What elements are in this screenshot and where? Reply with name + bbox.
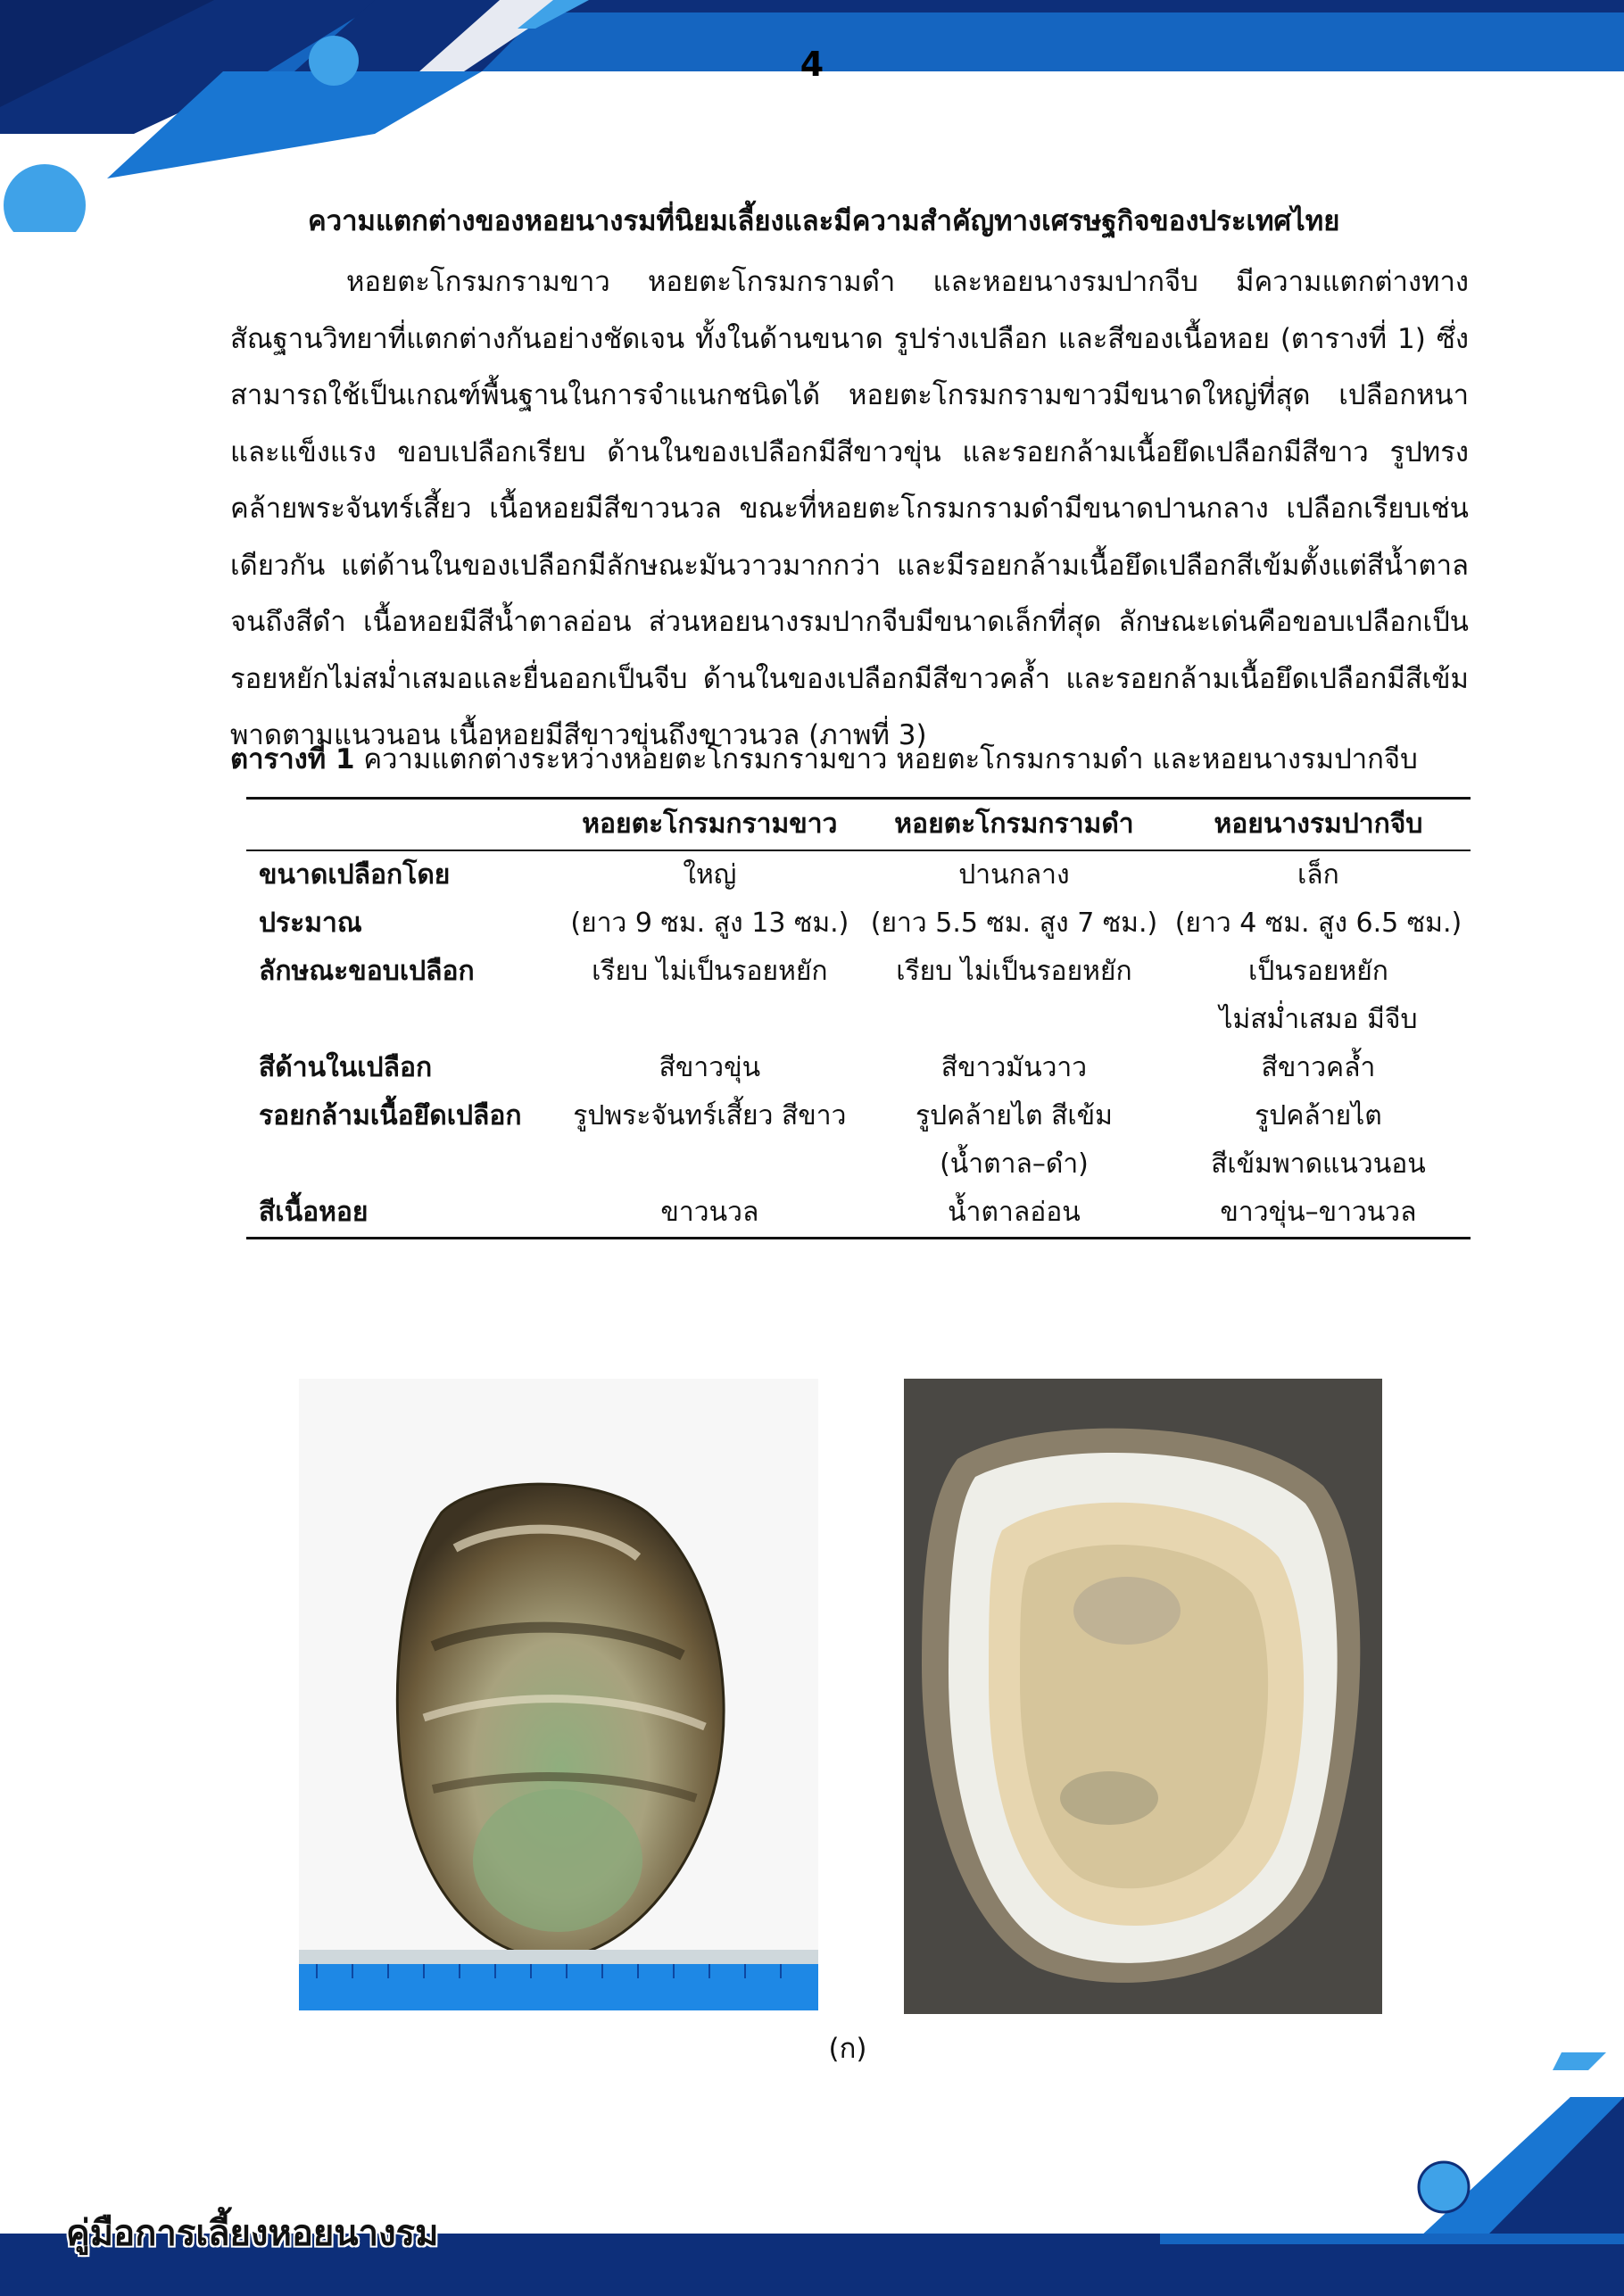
table-cell: เรียบ ไม่เป็นรอยหยัก bbox=[896, 956, 1132, 987]
table-cell: เป็นรอยหยัก ไม่สม่ำเสมอ มีจีบ bbox=[1219, 956, 1418, 1035]
table-row bbox=[246, 1092, 1471, 1189]
table-cell: เรียบ ไม่เป็นรอยหยัก bbox=[592, 956, 828, 987]
table-cell: น้ำตาลอ่อน bbox=[862, 1189, 1166, 1239]
table-cell: ขาวขุ่น–ขาวนวล bbox=[1166, 1189, 1471, 1239]
page-number: 4 bbox=[800, 45, 824, 84]
table-cell: รูปพระจันทร์เสี้ยว สีขาว bbox=[573, 1100, 847, 1131]
table-header-cell: หอยตะโกรมกรามดำ bbox=[862, 799, 1166, 851]
body-paragraph: หอยตะโกรมกรามขาว หอยตะโกรมกรามดำ และหอยนางรมปากจีบ มีความแตกต่างทางสัณฐานวิทยาที่แตกต่างกันอย่างชัดเจน ทั้งในด้านขนาด รูปร่างเปลือก และสีของเนื้อหอย (ตารางที่ 1) ซึ่งสามารถใช้เป็นเกณฑ์พื้นฐานในการจำแนกชนิดได้ หอยตะโกรมกรามขาวมีขนาดใหญ่ที่สุด เปลือกหนาและแข็งแรง ขอบเปลือกเรียบ ด้านในของเปลือกมีสีขาวขุ่น และรอยกล้ามเนื้อยึดเปลือกมีสีขาว รูปทรงคล้ายพระจันทร์เสี้ยว เนื้อหอยมีสีขาวนวล ขณะที่หอยตะโกรมกรามดำมีขนาดปานกลาง เปลือกเรียบเช่นเดียวกัน แต่ด้านในของเปลือกมีลักษณะมันวาวมากกว่า และมีรอยกล้ามเนื้อยึดเปลือกสีเข้มตั้งแต่สีน้ำตาลจนถึงสีดำ เนื้อหอยมีสีน้ำตาลอ่อน ส่วนหอยนางรมปากจีบมีขนาดเล็กที่สุด ลักษณะเด่นคือขอบเปลือกเป็นรอยหยักไม่สม่ำเสมอและยื่นออกเป็นจีบ ด้านในของเปลือกมีสีขาวคล้ำ และรอยกล้ามเนื้อยึดเปลือกมีสีเข้มพาดตามแนวนอน เนื้อหอยมีสีขาวขุ่นถึงขาวนวล (ภาพที่ 3) bbox=[230, 266, 1469, 751]
header-banner-graphic bbox=[0, 0, 1624, 232]
table-cell: ปานกลาง (ยาว 5.5 ซม. สูง 7 ซม.) bbox=[870, 859, 1158, 939]
table-caption-prefix: ตารางที่ 1 bbox=[230, 743, 355, 775]
table-row-label: รอยกล้ามเนื้อยึดเปลือก bbox=[259, 1100, 522, 1131]
table-caption-text: ความแตกต่างระหว่างหอยตะโกรมกรามขาว หอยตะโกรมกรามดำ และหอยนางรมปากจีบ bbox=[354, 743, 1418, 775]
table-cell: ขาวนวล bbox=[558, 1189, 862, 1239]
table-cell: ใหญ่ (ยาว 9 ซม. สูง 13 ซม.) bbox=[570, 859, 849, 939]
table-cell: รูปคล้ายไต สีเข้ม (น้ำตาล–ดำ) bbox=[915, 1100, 1113, 1180]
table-header-cell: หอยตะโกรมกรามขาว bbox=[558, 799, 862, 851]
table-row-label: สีเนื้อหอย bbox=[246, 1189, 558, 1239]
table-row bbox=[246, 948, 1471, 1044]
table-row-label: ขนาดเปลือกโดยประมาณ bbox=[259, 859, 451, 939]
table-row-label: ลักษณะขอบเปลือก bbox=[259, 956, 475, 987]
table-row bbox=[246, 1044, 1471, 1092]
table-cell: เล็ก (ยาว 4 ซม. สูง 6.5 ซม.) bbox=[1174, 859, 1462, 939]
table-cell: สีขาวมันวาว bbox=[940, 1052, 1088, 1083]
table-row-label: สีด้านในเปลือก bbox=[259, 1052, 433, 1083]
table-header-cell bbox=[246, 799, 558, 851]
body-text bbox=[230, 254, 1469, 765]
table-cell: สีขาวคล้ำ bbox=[1261, 1052, 1376, 1083]
table-caption bbox=[230, 736, 1479, 781]
table-row bbox=[246, 850, 1471, 948]
oyster-shell-photo bbox=[299, 1379, 818, 2010]
opened-oyster-photo bbox=[904, 1379, 1382, 2014]
figure-label: (ก) bbox=[828, 2033, 867, 2065]
table-header-row bbox=[246, 799, 1471, 851]
comparison-table bbox=[246, 797, 1471, 1239]
footer-title: คู่มือการเลี้ยงหอยนางรม bbox=[66, 2213, 439, 2254]
section-heading: ความแตกต่างของหอยนางรมที่นิยมเลี้ยงและมีความสำคัญทางเศรษฐกิจของประเทศไทย bbox=[308, 205, 1340, 237]
table-cell: รูปคล้ายไต สีเข้มพาดแนวนอน bbox=[1211, 1100, 1426, 1180]
table-cell: สีขาวขุ่น bbox=[659, 1052, 761, 1083]
table-row bbox=[246, 1189, 1471, 1239]
table-header-cell: หอยนางรมปากจีบ bbox=[1166, 799, 1471, 851]
